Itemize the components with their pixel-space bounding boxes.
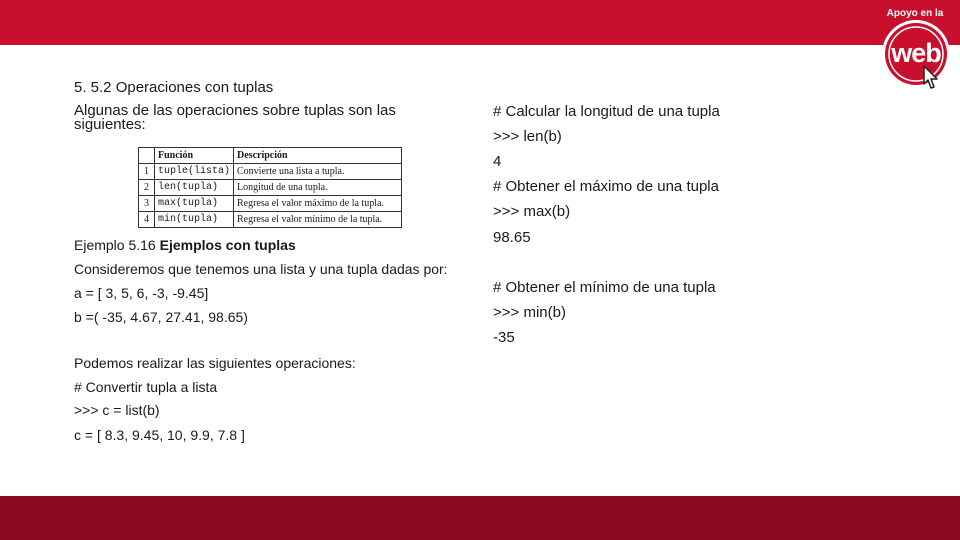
code-result: -35: [493, 329, 515, 346]
operations-table: [138, 147, 402, 228]
code-comment: # Obtener el mínimo de una tupla: [493, 279, 716, 296]
table-header-cell: Función: [155, 148, 234, 164]
table-cell: Convierte una lista a tupla.: [234, 164, 402, 180]
example-title: Ejemplos con tuplas: [159, 237, 296, 253]
section-title: 5. 5.2 Operaciones con tuplas: [74, 79, 274, 96]
code-result: c = [ 8.3, 9.45, 10, 9.9, 7.8 ]: [74, 427, 245, 443]
table-cell: Regresa el valor máximo de la tupla.: [234, 196, 402, 212]
table-cell: 1: [139, 164, 155, 180]
table-header-cell: [139, 148, 155, 164]
code-command: >>> len(b): [493, 128, 562, 145]
table-row: [139, 212, 402, 228]
code-comment: # Obtener el máximo de una tupla: [493, 178, 719, 195]
operations-intro: Podemos realizar las siguientes operaciones:: [74, 355, 356, 371]
code-comment: # Calcular la longitud de una tupla: [493, 103, 720, 120]
table-cell: Regresa el valor mínimo de la tupla.: [234, 212, 402, 228]
table-header-row: [139, 148, 402, 164]
logo-tagline: Apoyo en la: [886, 8, 944, 19]
table-cell: 2: [139, 180, 155, 196]
tuple-b-definition: b =( -35, 4.67, 27.41, 98.65): [74, 309, 248, 325]
consider-text: Consideremos que tenemos una lista y una tupla dadas por:: [74, 261, 448, 277]
table-cell: Longitud de una tupla.: [234, 180, 402, 196]
table-header-cell: Descripción: [234, 148, 402, 164]
code-command: >>> c = list(b): [74, 402, 160, 418]
code-command: >>> min(b): [493, 304, 566, 321]
code-command: >>> max(b): [493, 203, 571, 220]
table-cell: len(tupla): [155, 180, 234, 196]
example-prefix: Ejemplo 5.16: [74, 237, 160, 253]
table-row: [139, 180, 402, 196]
code-comment: # Convertir tupla a lista: [74, 379, 218, 395]
logo-word: web: [891, 38, 941, 68]
example-heading: [74, 237, 296, 253]
footer-bar: [0, 496, 960, 540]
header-bar: [0, 0, 960, 45]
code-result: 98.65: [493, 229, 531, 246]
table-cell: 3: [139, 196, 155, 212]
apoyo-web-logo: [872, 4, 960, 96]
table-row: [139, 164, 402, 180]
table-row: [139, 196, 402, 212]
list-a-definition: a = [ 3, 5, 6, -3, -9.45]: [74, 285, 209, 301]
table-cell: 4: [139, 212, 155, 228]
intro-text: Algunas de las operaciones sobre tuplas son las siguientes:: [74, 102, 396, 133]
table-cell: min(tupla): [155, 212, 234, 228]
table-cell: max(tupla): [155, 196, 234, 212]
code-result: 4: [493, 153, 502, 170]
table-cell: tuple(lista): [155, 164, 234, 180]
